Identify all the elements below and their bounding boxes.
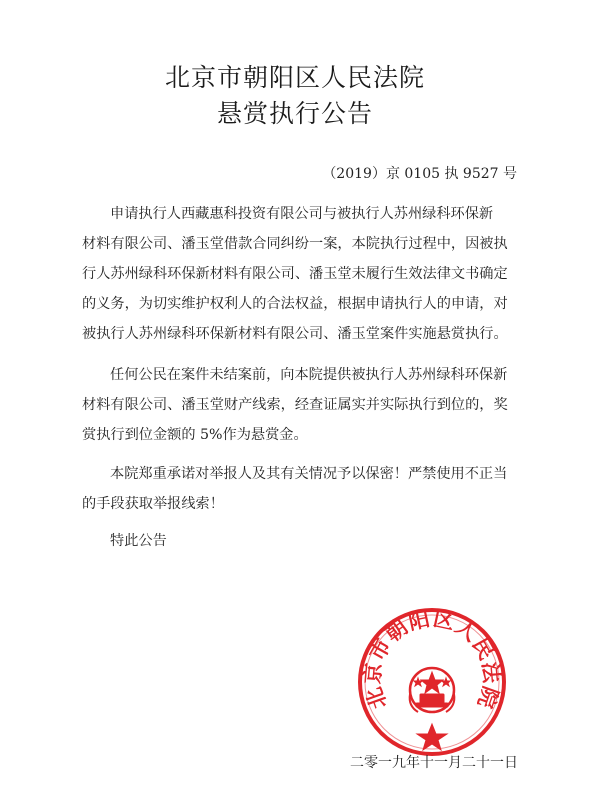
paragraph-line: 特此公告 — [110, 533, 167, 549]
paragraph-line: 材料有限公司、潘玉堂财产线索，经查证属实并实际执行到位的，奖 — [82, 397, 508, 413]
paragraph-line: 被执行人苏州绿科环保新材料有限公司、潘玉堂案件实施悬赏执行。 — [82, 326, 508, 342]
paragraph-line: 的手段获取举报线索！ — [82, 496, 224, 512]
paragraph-line: 申请执行人西藏惠科投资有限公司与被执行人苏州绿科环保新 — [110, 206, 494, 222]
seal-text: 北京市朝阳区人民法院 — [359, 606, 505, 713]
paragraph-line: 本院郑重承诺对举报人及其有关情况予以保密！严禁使用不正当 — [110, 466, 508, 482]
paragraph-line: 行人苏州绿科环保新材料有限公司、潘玉堂未履行生效法律文书确定 — [82, 266, 508, 282]
paragraph-line: 任何公民在案件未结案前，向本院提供被执行人苏州绿科环保新 — [110, 367, 508, 383]
case-number: （2019）京 0105 执 9527 号 — [322, 166, 517, 182]
paragraph-confidentiality — [82, 459, 520, 519]
paragraph-line: 赏执行到位金额的 5%作为悬赏金。 — [82, 427, 308, 443]
issue-date: 二零一九年十一月二十一日 — [350, 755, 518, 771]
national-emblem-icon — [410, 668, 455, 712]
paragraph-line: 材料有限公司、潘玉堂借款合同纠纷一案，本院执行过程中，因被执 — [82, 236, 508, 252]
paragraph-closing — [82, 526, 520, 556]
paragraph-line: 的义务，为切实维护权利人的合法权益，根据申请执行人的申请，对 — [82, 296, 508, 312]
notice-title: 悬赏执行公告 — [216, 99, 373, 128]
court-name-title: 北京市朝阳区人民法院 — [164, 63, 425, 92]
seal-star-icon — [417, 724, 447, 750]
paragraph-reward-terms — [82, 360, 520, 450]
court-seal-stamp — [356, 606, 508, 758]
paragraph-case-background — [82, 199, 520, 349]
